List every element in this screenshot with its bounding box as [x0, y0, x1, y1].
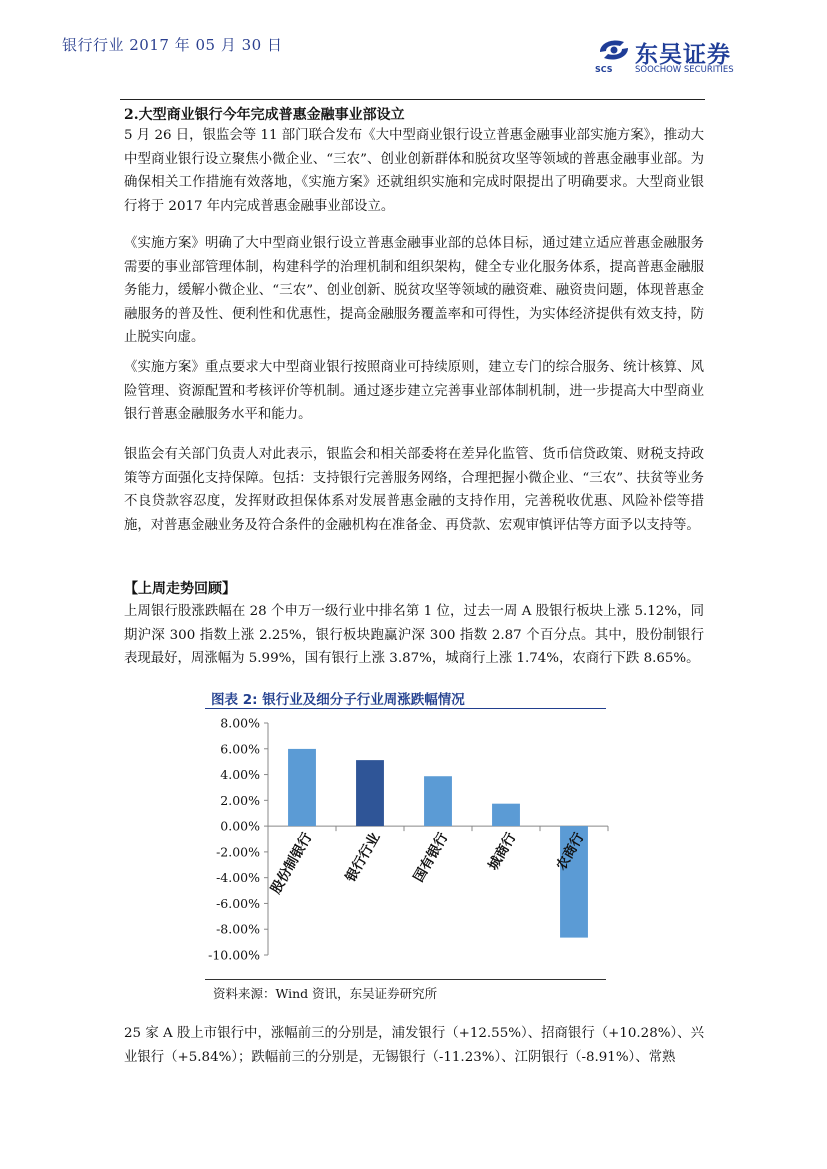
- y-tick-label: 6.00%: [220, 741, 260, 757]
- chart-title-divider: [205, 708, 606, 709]
- y-tick-label: 4.00%: [220, 767, 260, 783]
- report-header-label: 银行行业 2017 年 05 月 30 日: [62, 36, 283, 54]
- y-tick-label: 2.00%: [220, 792, 260, 808]
- bar-3: [424, 776, 452, 826]
- review-heading: 【上周走势回顾】: [124, 581, 236, 597]
- chart-title: 图表 2: 银行业及细分子行业周涨跌幅情况: [211, 692, 465, 708]
- category-label: 城商行: [485, 830, 520, 874]
- logo-mark-text: SCS: [595, 65, 613, 74]
- review-paragraph: 上周银行股涨跌幅在 28 个申万一级行业中排名第 1 位，过去一周 A 股银行板块上涨 5.12%，同期沪深 300 指数上涨 2.25%，银行板块跑赢沪深 300 指数 2.87 个百分点。其中，股份制银行表现最好，周涨幅为 5.99%，国有银行上涨 3.87%，城商行上涨 1.74%，农商行下跌 8.65%。: [124, 604, 704, 666]
- body-paragraph: 《实施方案》明确了大中型商业银行设立普惠金融事业部的总体目标，通过建立适应普惠金融服务需要的事业部管理体制，构建科学的治理机制和组织架构，健全专业化服务体系，提高普惠金融服务能力，缓解小微企业、“三农”、创业创新、脱贫攻坚等领域的融资难、融资贵问题，体现普惠金融服务的普及性、便利性和优惠性，提高金融服务覆盖率和可得性，为实体经济提供有效支持，防止脱实向虚。: [124, 236, 704, 345]
- bar-1: [288, 749, 316, 826]
- y-tick-label: -4.00%: [216, 870, 260, 886]
- body-paragraph: 5 月 26 日，银监会等 11 部门联合发布《大中型商业银行设立普惠金融事业部实施方案》，推动大中型商业银行设立聚焦小微企业、“三农”、创业创新群体和脱贫攻坚等领域的普惠金融事业部。为确保相关工作措施有效落地，《实施方案》还就组织实施和完成时限提出了明确要求。大型商业银行将于 2017 年内完成普惠金融事业部设立。: [124, 128, 704, 214]
- category-label: 农商行: [553, 830, 588, 874]
- header-divider: [120, 99, 705, 100]
- body-paragraph: 《实施方案》重点要求大中型商业银行按照商业可持续原则，建立专门的综合服务、统计核算、风险管理、资源配置和考核评价等机制。通过逐步建立完善事业部体制机制，进一步提高大中型商业银行普惠金融服务水平和能力。: [124, 360, 704, 422]
- y-tick-label: -8.00%: [216, 921, 260, 937]
- footer-paragraph: 25 家 A 股上市银行中，涨幅前三的分别是，浦发银行（+12.55%）、招商银行（+10.28%）、兴业银行（+5.84%）；跌幅前三的分别是，无锡银行（-11.23%）、江阴银行（-8.91%）、常熟: [124, 1026, 704, 1065]
- y-tick-label: -10.00%: [208, 947, 260, 963]
- logo-english-name: SOOCHOW SECURITIES: [635, 65, 734, 75]
- category-label: 银行行业: [342, 830, 384, 885]
- y-tick-label: -2.00%: [216, 844, 260, 860]
- chart-source: 资料来源：Wind 资讯，东吴证券研究所: [213, 986, 438, 1001]
- y-tick-label: -6.00%: [216, 895, 260, 911]
- y-tick-label: 8.00%: [220, 715, 260, 731]
- logo-chinese-name: 东吴证券: [635, 42, 731, 68]
- weekly-change-bar-chart: [200, 710, 610, 978]
- category-label: 国有银行: [410, 830, 452, 885]
- bar-2: [356, 760, 384, 826]
- section-title: 2.大型商业银行今年完成普惠金融事业部设立: [124, 107, 405, 123]
- bar-4: [492, 804, 520, 826]
- y-tick-label: 0.00%: [220, 818, 260, 834]
- chart-source-divider: [205, 979, 606, 980]
- body-paragraph: 银监会有关部门负责人对此表示，银监会和相关部委将在差异化监管、货币信贷政策、财税支持政策等方面强化支持保障。包括：支持银行完善服务网络，合理把握小微企业、“三农”、扶贫等业务不良贷款容忍度，发挥财政担保体系对发展普惠金融的支持作用，完善税收优惠、风险补偿等措施，对普惠金融业务及符合条件的金融机构在准备金、再贷款、宏观审慎评估等方面予以支持等。: [124, 447, 704, 533]
- logo-emblem-icon: [596, 36, 632, 66]
- brand-logo: [594, 36, 759, 76]
- category-label: 股份制银行: [267, 830, 316, 897]
